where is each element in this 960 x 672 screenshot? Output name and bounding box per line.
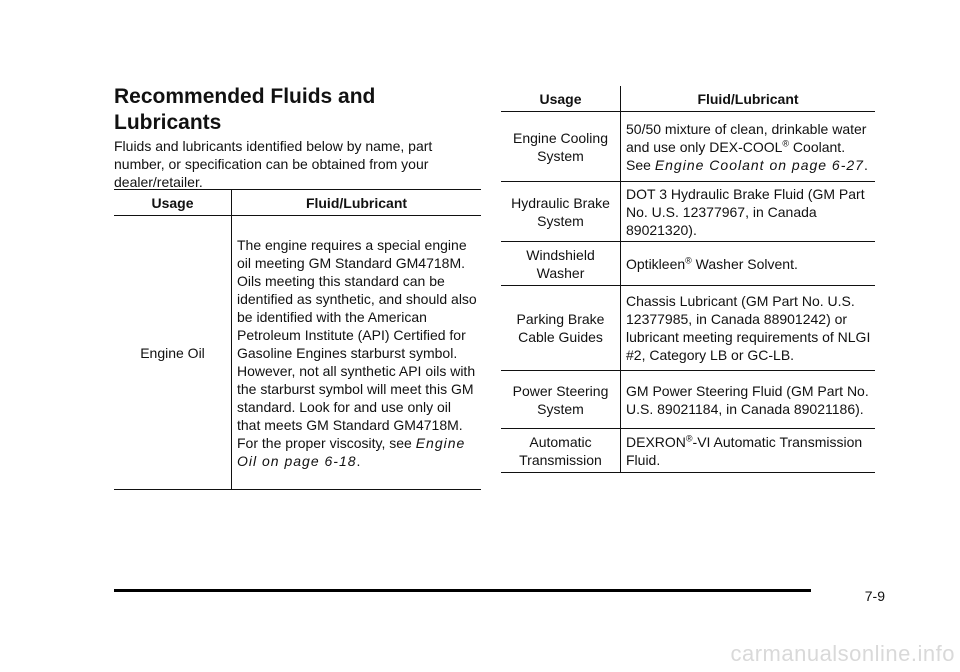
fluid-cell bbox=[621, 242, 876, 286]
intro-paragraph: Fluids and lubricants identified below by name, part number, or specification can be obtained from your dealer/retailer. bbox=[114, 138, 433, 190]
usage-cell: Windshield Washer bbox=[501, 242, 621, 286]
fluid-cell: GM Power Steering Fluid (GM Part No. U.S. 89021184, in Canada 89021186). bbox=[621, 371, 876, 429]
table-header-row bbox=[501, 86, 875, 112]
fluid-text-end: . bbox=[356, 452, 361, 469]
fluids-table-right bbox=[501, 86, 875, 473]
usage-cell: Engine Oil bbox=[114, 216, 232, 490]
fluid-cell bbox=[621, 429, 876, 473]
section-title: Recommended Fluids and Lubricants bbox=[114, 85, 376, 134]
table-row bbox=[501, 242, 875, 286]
usage-cell: Hydraulic Brake System bbox=[501, 182, 621, 242]
fluid-cell: Chassis Lubricant (GM Part No. U.S. 12377985, in Canada 88901242) or lubricant meeting requirements of NLGI #2, Category LB or GC-LB. bbox=[621, 286, 876, 371]
usage-cell: Power Steering System bbox=[501, 371, 621, 429]
fluid-text-cont: -VI Automatic Transmission Fluid. bbox=[626, 433, 863, 468]
fluid-cell bbox=[621, 112, 876, 182]
table-row bbox=[501, 182, 875, 242]
fluid-text-cont: Washer Solvent. bbox=[691, 255, 798, 272]
usage-column-header: Usage bbox=[114, 190, 232, 216]
fluid-text: Optikleen bbox=[626, 255, 686, 272]
footer-rule bbox=[114, 589, 811, 592]
usage-cell: Engine Cooling System bbox=[501, 112, 621, 182]
table-row bbox=[501, 286, 875, 371]
table-row bbox=[501, 429, 875, 473]
fluid-text: 50/50 mixture of clean, drinkable water and use only DEX-COOL bbox=[626, 120, 867, 155]
fluids-table-left bbox=[114, 189, 481, 490]
fluid-text: DEXRON bbox=[626, 433, 686, 450]
registered-mark: ® bbox=[782, 137, 790, 148]
usage-cell: Parking Brake Cable Guides bbox=[501, 286, 621, 371]
fluid-text-cont: Coolant. See bbox=[626, 138, 846, 173]
watermark: carmanualsonline.info bbox=[730, 641, 955, 666]
cross-reference-link[interactable]: Engine Coolant on page 6-27 bbox=[654, 156, 864, 173]
page-number: 7-9 bbox=[864, 588, 885, 604]
fluid-cell bbox=[232, 216, 482, 490]
fluid-text: The engine requires a special engine oil meeting GM Standard GM4718M. Oils meeting this standard can be identified as synthetic, and should also be identified with the American Petroleum Institute (API) Certified for Gasoline Engines starburst symbol. However, not all synthetic API oils with the starburst symbol will meet this GM standard. Look for and use only oil that meets GM Standard GM4718M. For the proper viscosity, see bbox=[237, 236, 477, 451]
fluid-column-header: Fluid/Lubricant bbox=[621, 86, 876, 112]
cross-reference-link[interactable]: Engine Oil on page 6-18 bbox=[237, 434, 466, 469]
fluid-column-header: Fluid/Lubricant bbox=[232, 190, 482, 216]
table-header-row bbox=[114, 190, 481, 216]
table-row bbox=[501, 371, 875, 429]
fluid-cell: DOT 3 Hydraulic Brake Fluid (GM Part No. U.S. 12377967, in Canada 89021320). bbox=[621, 182, 876, 242]
registered-mark: ® bbox=[685, 254, 692, 265]
registered-mark: ® bbox=[685, 432, 693, 443]
table-row bbox=[114, 216, 481, 490]
usage-column-header: Usage bbox=[501, 86, 621, 112]
usage-cell: Automatic Transmission bbox=[501, 429, 621, 473]
fluid-text-end: . bbox=[863, 156, 868, 173]
table-row bbox=[501, 112, 875, 182]
